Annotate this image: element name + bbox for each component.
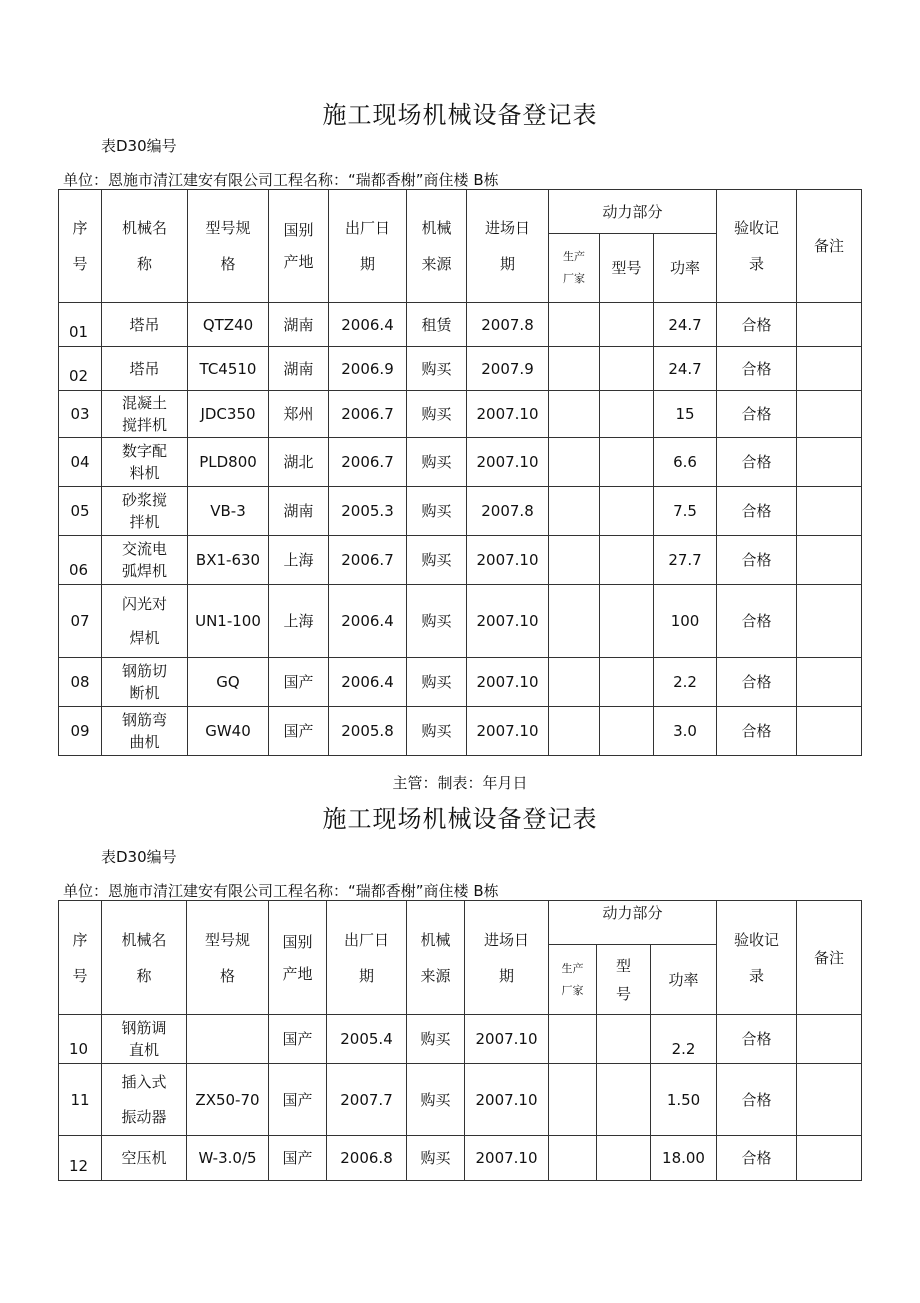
cell-maker [549,1136,597,1181]
cell-origin: 郑州 [269,391,329,438]
cell-maker [549,438,600,487]
cell-acceptance: 合格 [717,391,797,438]
cell-enter-date: 2007.10 [467,438,549,487]
cell-source: 购买 [407,347,467,391]
header-remark: 备注 [797,190,862,303]
cell-maker [549,1015,597,1064]
cell-seq: 09 [59,707,102,756]
cell-maker [549,707,600,756]
cell-enter-date: 2007.10 [467,585,549,658]
cell-source: 购买 [407,658,467,707]
cell-remark [797,536,862,585]
cell-name: 塔吊 [102,303,188,347]
table-row [59,391,862,438]
cell-acceptance: 合格 [717,303,797,347]
cell-name: 数字配 料机 [102,438,188,487]
cell-made-date: 2005.4 [327,1015,407,1064]
cell-maker [549,487,600,536]
cell-seq: 02 [59,347,102,391]
cell-origin: 湖南 [269,347,329,391]
header-name: 机械名 称 [102,190,188,303]
unit-line: 单位：恩施市清江建安有限公司工程名称：“瑞都香榭”商住楼 B栋 [63,171,499,189]
cell-source: 购买 [407,1136,465,1181]
cell-name: 混凝土 搅拌机 [102,391,188,438]
table-row [59,1136,862,1181]
cell-remark [797,1136,862,1181]
cell-enter-date: 2007.10 [465,1064,549,1136]
cell-source: 购买 [407,487,467,536]
cell-enter-date: 2007.10 [465,1136,549,1181]
header-power: 动力部分 [549,901,717,945]
cell-acceptance: 合格 [717,658,797,707]
cell-source: 购买 [407,707,467,756]
cell-source: 购买 [407,1064,465,1136]
header-source: 机械 来源 [407,901,465,1015]
cell-seq: 07 [59,585,102,658]
cell-maker [549,536,600,585]
cell-power-model [600,391,654,438]
cell-origin: 湖南 [269,487,329,536]
cell-acceptance: 合格 [717,1136,797,1181]
cell-kw: 1.50 [651,1064,717,1136]
cell-acceptance: 合格 [717,1015,797,1064]
header-acceptance: 验收记 录 [717,901,797,1015]
table-row [59,487,862,536]
cell-name: 插入式 振动器 [102,1064,187,1136]
cell-origin: 国产 [269,1015,327,1064]
cell-power-model [600,438,654,487]
cell-seq: 12 [59,1136,102,1181]
header-enter-date: 进场日 期 [467,190,549,303]
cell-made-date: 2006.9 [329,347,407,391]
cell-source: 购买 [407,1015,465,1064]
cell-source: 购买 [407,438,467,487]
cell-remark [797,391,862,438]
cell-remark [797,438,862,487]
header-source: 机械 来源 [407,190,467,303]
header-name: 机械名 称 [102,901,187,1015]
cell-seq: 01 [59,303,102,347]
cell-model: JDC350 [188,391,269,438]
cell-made-date: 2006.8 [327,1136,407,1181]
cell-maker [549,347,600,391]
cell-model: GQ [188,658,269,707]
cell-acceptance: 合格 [717,585,797,658]
header-power-kw: 功率 [654,234,717,303]
cell-model: VB-3 [188,487,269,536]
form-number: 表D30编号 [101,137,177,155]
table-row [59,347,862,391]
cell-enter-date: 2007.10 [467,707,549,756]
cell-remark [797,585,862,658]
cell-model: TC4510 [188,347,269,391]
cell-origin: 国产 [269,707,329,756]
signature-line: 主管：制表：年月日 [392,774,528,792]
header-made-date: 出厂日 期 [327,901,407,1015]
cell-enter-date: 2007.8 [467,303,549,347]
cell-made-date: 2006.4 [329,658,407,707]
cell-remark [797,303,862,347]
cell-kw: 2.2 [654,658,717,707]
cell-power-model [600,303,654,347]
cell-kw: 6.6 [654,438,717,487]
cell-acceptance: 合格 [717,1064,797,1136]
cell-kw: 15 [654,391,717,438]
table-row [59,707,862,756]
cell-name: 空压机 [102,1136,187,1181]
cell-origin: 上海 [269,585,329,658]
cell-remark [797,487,862,536]
cell-name: 闪光对 焊机 [102,585,188,658]
header-power: 动力部分 [549,190,717,234]
header-origin: 国别 产地 [269,190,329,303]
cell-made-date: 2007.7 [327,1064,407,1136]
page-title-2: 施工现场机械设备登记表 [322,805,598,833]
cell-acceptance: 合格 [717,707,797,756]
cell-kw: 24.7 [654,303,717,347]
header-origin: 国别 产地 [269,901,327,1015]
cell-model: GW40 [188,707,269,756]
cell-enter-date: 2007.10 [467,658,549,707]
cell-made-date: 2006.4 [329,585,407,658]
cell-origin: 湖北 [269,438,329,487]
equipment-table-1 [58,189,862,756]
cell-power-model [597,1136,651,1181]
cell-kw: 24.7 [654,347,717,391]
cell-remark [797,1064,862,1136]
cell-name: 塔吊 [102,347,188,391]
table-row [59,585,862,658]
cell-source: 购买 [407,391,467,438]
cell-remark [797,658,862,707]
cell-name: 钢筋调 直机 [102,1015,187,1064]
cell-enter-date: 2007.10 [467,391,549,438]
table-row [59,303,862,347]
cell-model: PLD800 [188,438,269,487]
cell-enter-date: 2007.9 [467,347,549,391]
cell-acceptance: 合格 [717,438,797,487]
cell-name: 钢筋弯 曲机 [102,707,188,756]
table-row [59,658,862,707]
cell-kw: 2.2 [651,1015,717,1064]
cell-name: 砂浆搅 拌机 [102,487,188,536]
cell-seq: 04 [59,438,102,487]
cell-kw: 18.00 [651,1136,717,1181]
cell-made-date: 2006.7 [329,391,407,438]
cell-seq: 10 [59,1015,102,1064]
cell-power-model [600,707,654,756]
cell-name: 交流电 弧焊机 [102,536,188,585]
cell-name: 钢筋切 断机 [102,658,188,707]
cell-remark [797,707,862,756]
cell-made-date: 2005.8 [329,707,407,756]
cell-model: BX1-630 [188,536,269,585]
header-seq: 序 号 [59,190,102,303]
cell-remark [797,347,862,391]
cell-power-model [600,487,654,536]
cell-power-model [597,1064,651,1136]
cell-maker [549,585,600,658]
cell-acceptance: 合格 [717,347,797,391]
cell-made-date: 2006.7 [329,536,407,585]
header-model: 型号规 格 [187,901,269,1015]
table-row [59,438,862,487]
cell-power-model [600,347,654,391]
cell-power-model [597,1015,651,1064]
cell-origin: 上海 [269,536,329,585]
cell-seq: 06 [59,536,102,585]
page-title: 施工现场机械设备登记表 [322,101,598,129]
cell-acceptance: 合格 [717,536,797,585]
cell-remark [797,1015,862,1064]
cell-seq: 08 [59,658,102,707]
cell-model: QTZ40 [188,303,269,347]
cell-origin: 国产 [269,1064,327,1136]
equipment-table-2 [58,900,862,1181]
cell-enter-date: 2007.8 [467,487,549,536]
cell-enter-date: 2007.10 [467,536,549,585]
cell-model [187,1015,269,1064]
cell-seq: 03 [59,391,102,438]
table-row [59,1064,862,1136]
cell-origin: 国产 [269,1136,327,1181]
form-number-2: 表D30编号 [101,848,177,866]
header-enter-date: 进场日 期 [465,901,549,1015]
cell-source: 租赁 [407,303,467,347]
header-seq: 序 号 [59,901,102,1015]
cell-seq: 05 [59,487,102,536]
cell-model: W-3.0/5 [187,1136,269,1181]
table-row [59,1015,862,1064]
unit-line-2: 单位：恩施市清江建安有限公司工程名称：“瑞都香榭”商住楼 B栋 [63,882,499,900]
cell-kw: 7.5 [654,487,717,536]
cell-source: 购买 [407,536,467,585]
cell-maker [549,1064,597,1136]
cell-enter-date: 2007.10 [465,1015,549,1064]
cell-power-model [600,585,654,658]
cell-kw: 100 [654,585,717,658]
cell-kw: 27.7 [654,536,717,585]
header-model: 型号规 格 [188,190,269,303]
cell-seq: 11 [59,1064,102,1136]
cell-power-model [600,658,654,707]
header-maker: 生产 厂家 [549,234,600,303]
table-row [59,536,862,585]
cell-made-date: 2005.3 [329,487,407,536]
cell-maker [549,303,600,347]
header-power-model: 型号 [600,234,654,303]
header-remark: 备注 [797,901,862,1015]
header-made-date: 出厂日 期 [329,190,407,303]
cell-model: ZX50-70 [187,1064,269,1136]
header-maker: 生产 厂家 [549,945,597,1015]
cell-maker [549,658,600,707]
cell-kw: 3.0 [654,707,717,756]
header-power-kw: 功率 [651,945,717,1015]
cell-origin: 湖南 [269,303,329,347]
cell-made-date: 2006.4 [329,303,407,347]
cell-acceptance: 合格 [717,487,797,536]
cell-made-date: 2006.7 [329,438,407,487]
header-acceptance: 验收记 录 [717,190,797,303]
cell-maker [549,391,600,438]
cell-source: 购买 [407,585,467,658]
cell-power-model [600,536,654,585]
cell-model: UN1-100 [188,585,269,658]
cell-origin: 国产 [269,658,329,707]
header-power-model: 型 号 [597,945,651,1015]
